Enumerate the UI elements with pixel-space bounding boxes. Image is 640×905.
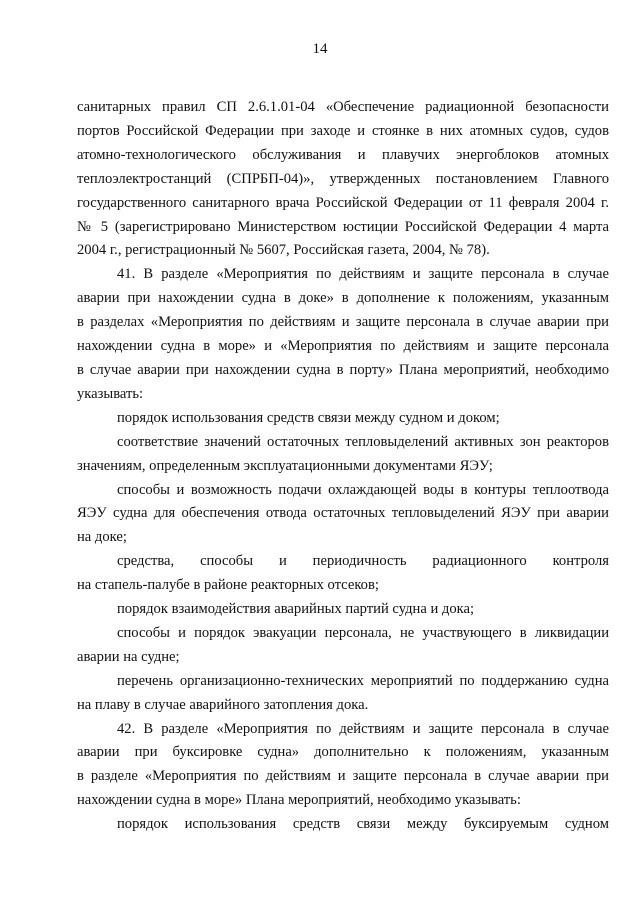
text-line: на доке; bbox=[77, 529, 127, 546]
text-line: перечень организационно-технических мероприятий по поддержанию судна bbox=[117, 672, 609, 689]
text-line: теплоэлектростанций (СПРБП-04)», утвержденных постановлением Главного bbox=[77, 170, 609, 187]
text-line: аварии на судне; bbox=[77, 648, 180, 665]
text-line: атомно-технологического обслуживания и плавучих энергоблоков атомных bbox=[77, 146, 609, 163]
text-line: 2004 г., регистрационный № 5607, Российская газета, 2004, № 78). bbox=[77, 242, 490, 259]
text-line: 42. В разделе «Мероприятия по действиям и защите персонала в случае bbox=[117, 720, 609, 737]
text-line: в случае аварии при нахождении судна в порту» Плана мероприятий, необходимо bbox=[77, 361, 609, 378]
text-line: способы и возможность подачи охлаждающей воды в контуры теплоотвода bbox=[117, 481, 609, 498]
body-text bbox=[77, 96, 609, 837]
text-line: портов Российской Федерации при заходе и стоянке в них атомных судов, судов bbox=[77, 122, 609, 139]
text-line: санитарных правил СП 2.6.1.01-04 «Обеспечение радиационной безопасности bbox=[77, 99, 609, 115]
text-line: в разделе «Мероприятия по действиям и защите персонала в случае аварии при bbox=[77, 768, 609, 785]
text-line: нахождении судна в море» Плана мероприятий, необходимо указывать: bbox=[77, 792, 521, 809]
text-line: значениям, определенным эксплуатационными документами ЯЭУ; bbox=[77, 457, 493, 474]
text-line: способы и порядок эвакуации персонала, не участвующего в ликвидации bbox=[117, 624, 609, 641]
text-line: аварии при нахождении судна в доке» в дополнение к положениям, указанным bbox=[77, 290, 609, 307]
text-line: на стапель-палубе в районе реакторных отсеков; bbox=[77, 577, 379, 594]
text-line: соответствие значений остаточных тепловыделений активных зон реакторов bbox=[117, 433, 609, 450]
text-line: порядок взаимодействия аварийных партий судна и дока; bbox=[117, 601, 475, 618]
text-line: государственного санитарного врача Российской Федерации от 11 февраля 2004 г. bbox=[77, 194, 609, 211]
page-number: 14 bbox=[312, 41, 328, 57]
text-line: указывать: bbox=[77, 385, 144, 402]
text-line: аварии при буксировке судна» дополнительно к положениям, указанным bbox=[77, 744, 609, 761]
text-line: порядок использования средств связи между судном и доком; bbox=[117, 409, 500, 426]
text-line: ЯЭУ судна для обеспечения отвода остаточных тепловыделений ЯЭУ при аварии bbox=[77, 505, 609, 522]
text-line: нахождении судна в море» и «Мероприятия по действиям и защите персонала bbox=[77, 338, 609, 355]
text-line: № 5 (зарегистрировано Министерством юстиции Российской Федерации 4 марта bbox=[77, 218, 609, 235]
text-line: средства, способы и периодичность радиационного контроля bbox=[117, 553, 609, 570]
text-line: порядок использования средств связи между буксируемым судном bbox=[117, 816, 609, 833]
text-line: 41. В разделе «Мероприятия по действиям и защите персонала в случае bbox=[117, 266, 609, 283]
text-line: на плаву в случае аварийного затопления дока. bbox=[77, 696, 369, 713]
text-line: в разделах «Мероприятия по действиям и защите персонала в случае аварии при bbox=[77, 314, 609, 331]
